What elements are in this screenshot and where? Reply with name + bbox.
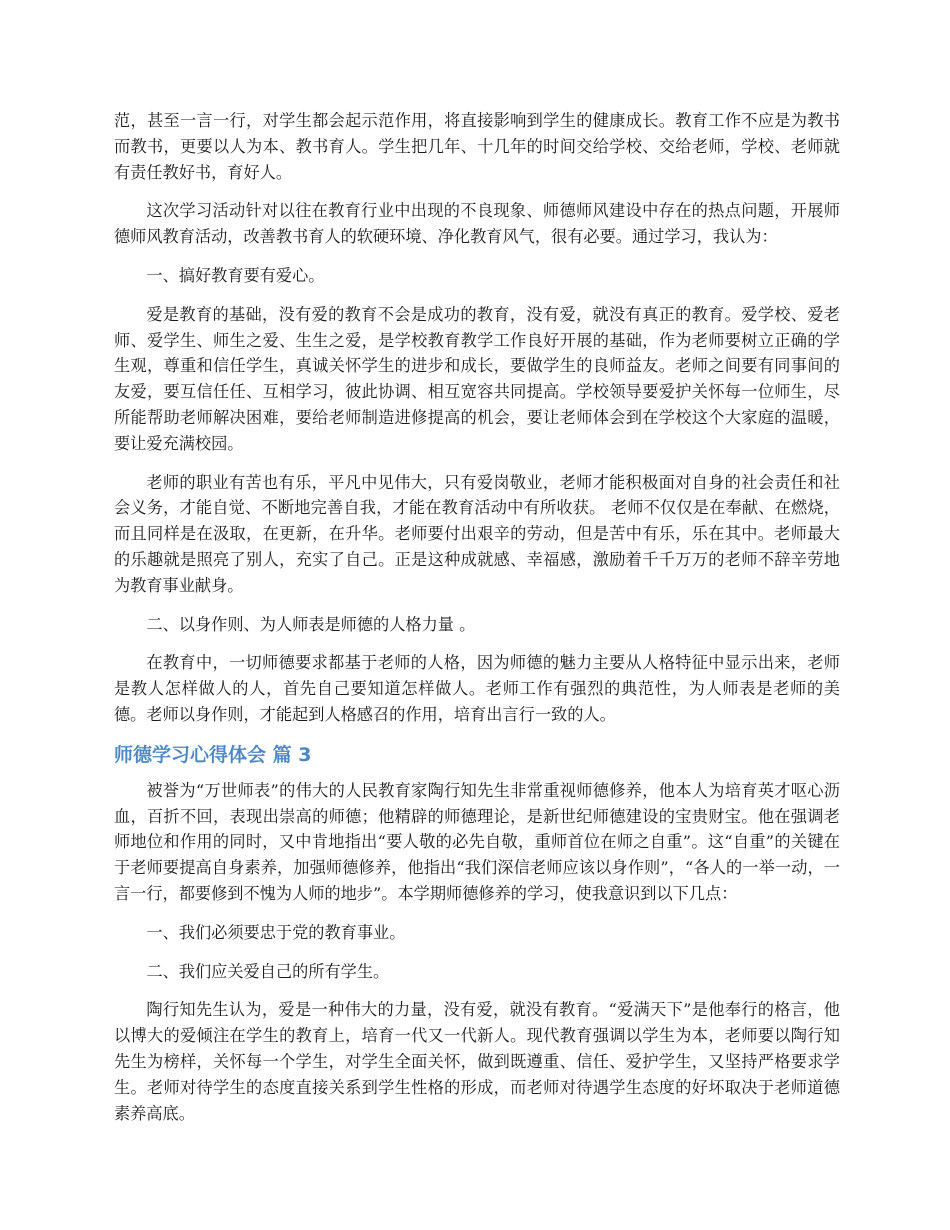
paragraph-1: 范，甚至一言一行，对学生都会起示范作用，将直接影响到学生的健康成长。教育工作不应是为教书而教书，更要以人为本、教书育人。学生把几年、十几年的时间交给学校、交给老师，学校、老师就有责任教好书，育好人。 xyxy=(114,111,840,182)
paragraph-2: 这次学习活动针对以往在教育行业中出现的不良现象、师德师风建设中存在的热点问题，开展师德师风教育活动，改善教书育人的软硬环境、净化教育风气，很有必要。通过学习，我认为： xyxy=(114,201,840,247)
paragraph-8: 被誉为“万世师表”的伟大的人民教育家陶行知先生非常重视师德修养，他本人为培育英才呕心沥血，百折不回，表现出崇高的师德；他精辟的师德理论，是新世纪师德建设的宝贵财宝。他在强调老师地位和作用的同时，又中肯地指出“要人敬的必先自敬，重师首位在师之自重”。这“自重”的关键在于老师要提高自身素养，加强师德修养，他指出“我们深信老师应该以身作则”，“各人的一举一动，一言一行，都要修到不愧为人师的地步”。本学期师德修养的学习，使我意识到以下几点： xyxy=(114,780,840,903)
paragraph-9: 一、我们必须要忠于党的教育事业。 xyxy=(146,922,406,942)
paragraph-3: 一、搞好教育要有爱心。 xyxy=(146,265,325,285)
paragraph-10: 二、我们应关爱自己的所有学生。 xyxy=(146,961,390,981)
paragraph-11: 陶行知先生认为，爱是一种伟大的力量，没有爱，就没有教育。“爱满天下”是他奉行的格言，他以博大的爱倾注在学生的教育上，培育一代又一代新人。现代教育强调以学生为本，老师要以陶行知先生为榜样，关怀每一个学生，对学生全面关怀，做到既遵重、信任、爱护学生，又坚持严格要求学生。老师对待学生的态度直接关系到学生性格的形成，而老师对待遇学生态度的好坏取决于老师道德素养高底。 xyxy=(114,1000,840,1123)
paragraph-4: 爱是教育的基础，没有爱的教育不会是成功的教育，没有爱，就没有真正的教育。爱学校、爱老师、爱学生、师生之爱、生生之爱，是学校教育教学工作良好开展的基础，作为老师要树立正确的学生观，尊重和信任学生，真诚关怀学生的进步和成长，要做学生的良师益友。老师之间要有同事间的友爱，要互信任任、互相学习，彼此协调、相互宽容共同提高。学校领导要爱护关怀每一位师生，尽所能帮助老师解决困难，要给老师制造进修提高的机会，要让老师体会到在学校这个大家庭的温暖，要让爱充满校园。 xyxy=(114,304,840,453)
paragraph-6: 二、以身作则、为人师表是师德的人格力量 。 xyxy=(146,614,476,634)
paragraph-5: 老师的职业有苦也有乐，平凡中见伟大，只有爱岗敬业，老师才能积极面对自身的社会责任和社会义务，才能自觉、不断地完善自我，才能在教育活动中有所收获。 老师不仅仅是在奉献、在燃烧，而且同样是在汲取，在更新，在升华。老师要付出艰辛的劳动，但是苦中有乐，乐在其中。老师最大的乐趣就是照亮了别人，充实了自己。正是这种成就感、幸福感，激励着千千万万的老师不辞辛劳地为教育事业献身。 xyxy=(114,472,840,595)
document-page xyxy=(114,108,840,1139)
section-heading: 师德学习心得体会 篇 3 xyxy=(114,743,312,766)
paragraph-7: 在教育中，一切师德要求都基于老师的人格，因为师德的魅力主要从人格特征中显示出来，老师是教人怎样做人的人，首先自己要知道怎样做人。老师工作有强烈的典范性，为人师表是老师的美德。老师以身作则，才能起到人格感召的作用，培育出言行一致的人。 xyxy=(114,653,840,724)
